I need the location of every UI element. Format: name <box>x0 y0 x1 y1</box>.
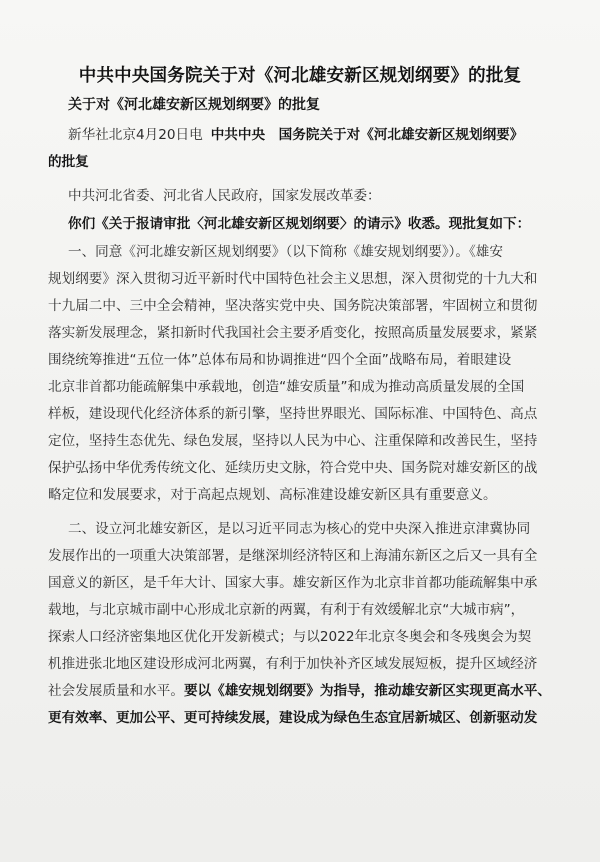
document-title: 中共中央国务院关于对《河北雄安新区规划纲要》的批复 <box>78 66 522 86</box>
para2-bold-line: 更有效率、更加公平、更可持续发展，建设成为绿色生态宜居新城区、创新驱动发 <box>48 710 538 726</box>
para1-line: 北京非首都功能疏解集中承载地，创造“雄安质量”和成为推动高质量发展的全国 <box>48 379 525 395</box>
para2-line: 机推进张北地区建设形成河北两翼，有利于加快补齐区域发展短板，提升区域经济 <box>48 656 538 672</box>
para1-line: 样板，建设现代化经济体系的新引擎，坚持世界眼光、国际标准、中国特色、高点 <box>48 406 538 422</box>
document-subtitle: 关于对《河北雄安新区规划纲要》的批复 <box>68 97 320 113</box>
para2-line: 发展作出的一项重大决策部署，是继深圳经济特区和上海浦东新区之后又一具有全 <box>48 548 538 564</box>
para2-bold-segment: 要以《雄安规划纲要》为指导，推动雄安新区实现更高水平、 <box>183 683 551 699</box>
para2-line: 二、设立河北雄安新区，是以习近平同志为核心的党中央深入推进京津冀协同 <box>68 521 531 537</box>
para1-line: 落实新发展理念，紧扣新时代我国社会主要矛盾变化，按照高质量发展要求，紧紧 <box>48 325 538 341</box>
dateline-wrap: 的批复 <box>48 154 89 170</box>
para1-line: 略定位和发展要求，对于高起点规划、高标准建设雄安新区具有重要意义。 <box>48 487 497 503</box>
dateline-bold: 中共中央 国务院关于对《河北雄安新区规划纲要》 <box>210 127 524 143</box>
para1-line: 十九届二中、三中全会精神，坚决落实党中央、国务院决策部署，牢固树立和贯彻 <box>48 298 538 314</box>
para2-line: 国意义的新区，是千年大计、国家大事。雄安新区作为北京非首都功能疏解集中承 <box>48 575 538 591</box>
salutation: 中共河北省委、河北省人民政府，国家发展改革委： <box>68 188 381 204</box>
dateline-prefix: 新华社北京4月20日电 <box>68 127 203 143</box>
para1-line: 一、同意《河北雄安新区规划纲要》（以下简称《雄安规划纲要》）。《雄安 <box>68 244 503 260</box>
para2-line: 探索人口经济密集地区优化开发新模式；与以2022年北京冬奥会和冬残奥会为契 <box>48 629 532 645</box>
intro-line: 你们《关于报请审批〈河北雄安新区规划纲要〉的请示》收悉。现批复如下： <box>68 216 531 232</box>
para1-line: 保护弘扬中华优秀传统文化、延续历史文脉，符合党中央、国务院对雄安新区的战 <box>48 460 538 476</box>
para2-line-mixed <box>48 682 551 700</box>
para1-line: 围绕统筹推进“五位一体”总体布局和协调推进“四个全面”战略布局，着眼建设 <box>48 352 512 368</box>
para1-line: 定位，坚持生态优先、绿色发展，坚持以人民为中心、注重保障和改善民生，坚持 <box>48 433 538 449</box>
dateline-line-1 <box>68 126 523 144</box>
para2-line: 载地，与北京城市副中心形成北京新的两翼，有利于有效缓解北京“大城市病”， <box>48 602 525 618</box>
para2-normal-segment: 社会发展质量和水平。 <box>48 683 184 699</box>
para1-line: 规划纲要》深入贯彻习近平新时代中国特色社会主义思想，深入贯彻党的十九大和 <box>48 271 538 287</box>
